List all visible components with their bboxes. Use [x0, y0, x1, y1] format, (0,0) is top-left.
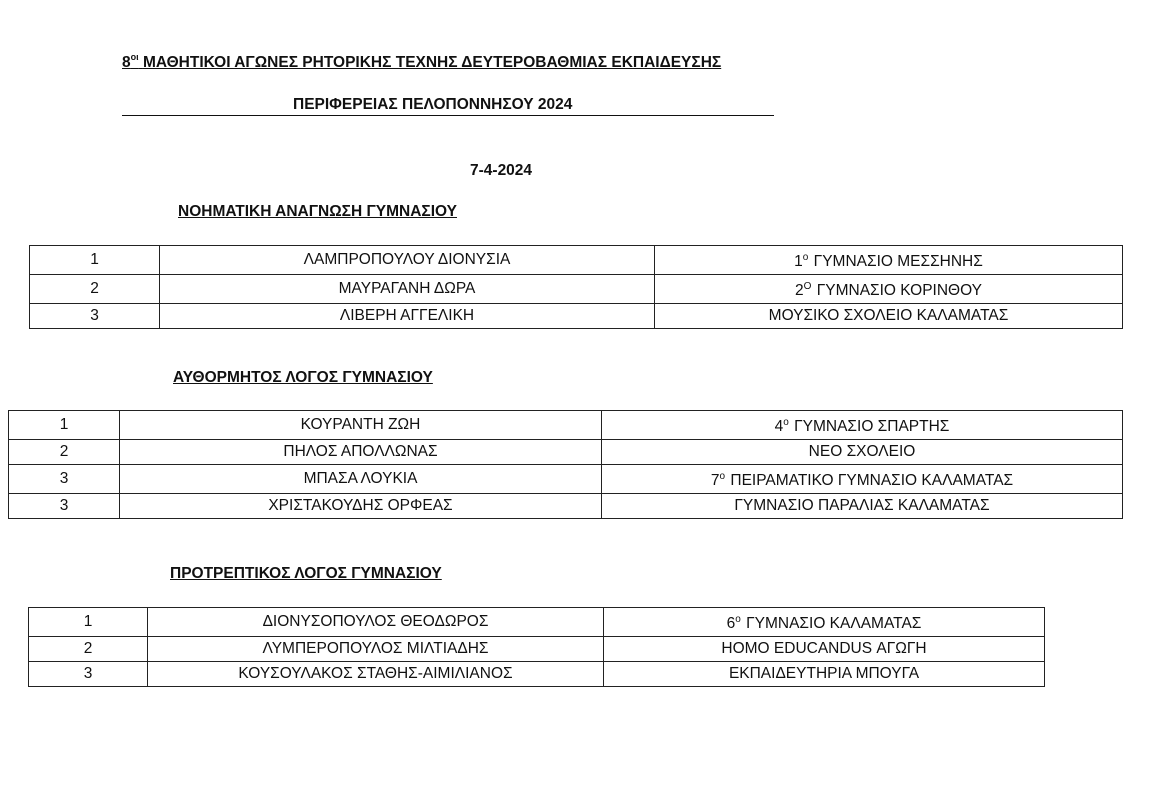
school-name: ΓΥΜΝΑΣΙΟ ΚΑΛΑΜΑΤΑΣ [746, 615, 922, 632]
school-number-suffix: ο [735, 614, 741, 625]
student-name-cell: ΛΥΜΠΕΡΟΠΟΥΛΟΣ ΜΙΛΤΙΑΔΗΣ [148, 637, 604, 662]
school-number: 6 [726, 615, 736, 632]
rank-cell: 3 [9, 494, 120, 519]
school-name: ΓΥΜΝΑΣΙΟ ΣΠΑΡΤΗΣ [794, 418, 950, 435]
table-row [29, 637, 1045, 662]
school-cell [655, 304, 1123, 329]
school-cell [602, 494, 1123, 519]
title-ordinal-number: 8 [122, 54, 131, 71]
student-name-cell: ΚΟΥΣΟΥΛΑΚΟΣ ΣΤΑΘΗΣ-ΑΙΜΙΛΙΑΝΟΣ [148, 662, 604, 687]
table-row [9, 494, 1123, 519]
table-row [9, 411, 1123, 440]
student-name-cell: ΠΗΛΟΣ ΑΠΟΛΛΩΝΑΣ [120, 440, 602, 465]
section-title-impromptu: ΑΥΘΟΡΜΗΤΟΣ ΛΟΓΟΣ ΓΥΜΝΑΣΙΟΥ [173, 369, 433, 386]
title-main: ΜΑΘΗΤΙΚΟΙ ΑΓΩΝΕΣ ΡΗΤΟΡΙΚΗΣ ΤΕΧΝΗΣ ΔΕΥΤΕΡΟΒΑΘΜΙΑΣ ΕΚΠΑΙΔΕΥΣΗΣ [142, 54, 722, 71]
school-number-suffix: ο [802, 252, 809, 263]
school-cell [655, 246, 1123, 275]
rank-cell: 1 [30, 246, 160, 275]
results-table-impromptu [8, 410, 1123, 519]
school-cell [602, 411, 1123, 440]
school-cell [604, 637, 1045, 662]
student-name-cell: ΛΙΒΕΡΗ ΑΓΓΕΛΙΚΗ [160, 304, 655, 329]
section-title-reading: ΝΟΗΜΑΤΙΚΗ ΑΝΑΓΝΩΣΗ ΓΥΜΝΑΣΙΟΥ [178, 203, 457, 220]
results-table-persuasive [28, 607, 1045, 687]
school-name: ΠΕΙΡΑΜΑΤΙΚΟ ΓΥΜΝΑΣΙΟ ΚΑΛΑΜΑΤΑΣ [730, 472, 1014, 489]
school-name: ΝΕΟ ΣΧΟΛΕΙΟ [808, 443, 916, 460]
school-cell [602, 465, 1123, 494]
event-date: 7-4-2024 [470, 162, 533, 179]
school-number-suffix: ο [719, 471, 726, 482]
document-subtitle [122, 96, 774, 116]
student-name-cell: ΧΡΙΣΤΑΚΟΥΔΗΣ ΟΡΦΕΑΣ [120, 494, 602, 519]
school-number: 4 [774, 418, 784, 435]
school-name: ΓΥΜΝΑΣΙΟ ΜΕΣΣΗΝΗΣ [813, 253, 983, 270]
title-ordinal-suffix: οι [130, 52, 139, 62]
school-name: HOMO EDUCANDUS ΑΓΩΓΗ [721, 640, 927, 657]
student-name-cell: ΔΙΟΝΥΣΟΠΟΥΛΟΣ ΘΕΟΔΩΡΟΣ [148, 608, 604, 637]
section-title-persuasive: ΠΡΟΤΡΕΠΤΙΚΟΣ ΛΟΓΟΣ ΓΥΜΝΑΣΙΟΥ [170, 565, 442, 582]
rank-cell: 1 [9, 411, 120, 440]
school-number-suffix: ο [783, 417, 789, 428]
school-number: 7 [710, 472, 720, 489]
student-name-cell: ΜΠΑΣΑ ΛΟΥΚΙΑ [120, 465, 602, 494]
school-name: ΕΚΠΑΙΔΕΥΤΗΡΙΑ ΜΠΟΥΓΑ [728, 665, 920, 682]
title-region: ΠΕΡΙΦΕΡΕΙΑΣ ΠΕΛΟΠΟΝΝΗΣΟΥ 2024 [293, 96, 573, 113]
results-table-reading [29, 245, 1123, 329]
table-row [30, 275, 1123, 304]
table-row [29, 608, 1045, 637]
school-cell [602, 440, 1123, 465]
school-name: ΓΥΜΝΑΣΙΟ ΚΟΡΙΝΘΟΥ [816, 282, 982, 299]
document-title [122, 52, 721, 72]
school-number-suffix: Ο [803, 281, 812, 292]
student-name-cell: ΚΟΥΡΑΝΤΗ ΖΩΗ [120, 411, 602, 440]
student-name-cell: ΜΑΥΡΑΓΑΝΗ ΔΩΡΑ [160, 275, 655, 304]
school-cell [655, 275, 1123, 304]
rank-cell: 3 [29, 662, 148, 687]
school-name: ΓΥΜΝΑΣΙΟ ΠΑΡΑΛΙΑΣ ΚΑΛΑΜΑΤΑΣ [734, 497, 990, 514]
table-row [30, 246, 1123, 275]
table-row [30, 304, 1123, 329]
school-number: 1 [794, 253, 803, 270]
student-name-cell: ΛΑΜΠΡΟΠΟΥΛΟΥ ΔΙΟΝΥΣΙΑ [160, 246, 655, 275]
school-number: 2 [795, 282, 804, 299]
school-cell [604, 662, 1045, 687]
table-row [29, 662, 1045, 687]
school-name: ΜΟΥΣΙΚΟ ΣΧΟΛΕΙΟ ΚΑΛΑΜΑΤΑΣ [768, 307, 1009, 324]
rank-cell: 2 [29, 637, 148, 662]
rank-cell: 2 [30, 275, 160, 304]
rank-cell: 3 [30, 304, 160, 329]
table-row [9, 465, 1123, 494]
table-row [9, 440, 1123, 465]
rank-cell: 2 [9, 440, 120, 465]
rank-cell: 1 [29, 608, 148, 637]
school-cell [604, 608, 1045, 637]
rank-cell: 3 [9, 465, 120, 494]
